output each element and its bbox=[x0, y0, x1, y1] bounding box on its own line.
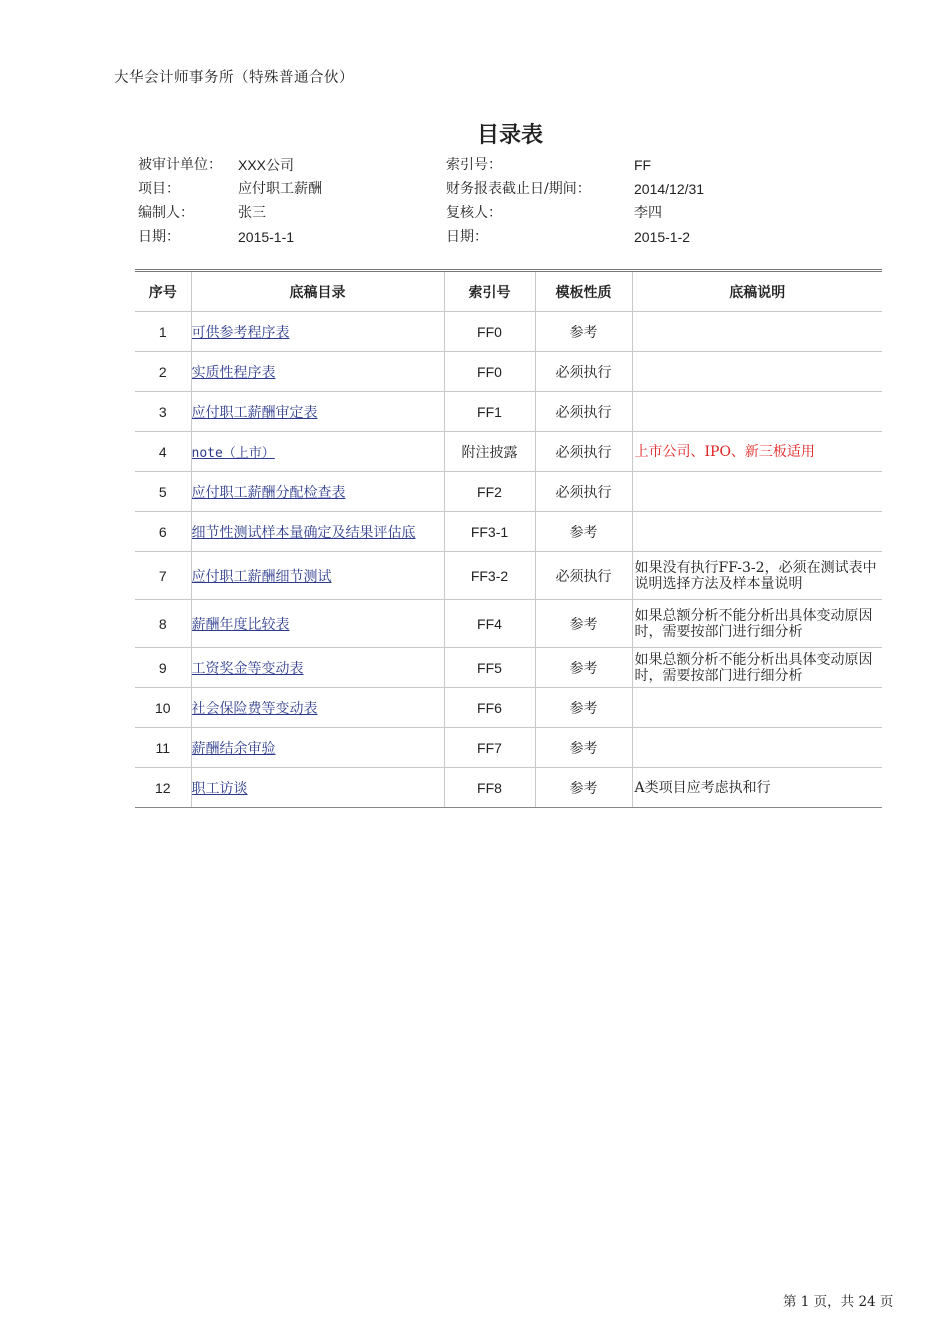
row-note bbox=[632, 688, 882, 728]
table-row bbox=[135, 392, 882, 432]
row-nature: 参考 bbox=[535, 600, 632, 648]
table-row bbox=[135, 768, 882, 808]
period-label: 财务报表截止日/期间： bbox=[446, 181, 591, 197]
workpaper-link[interactable]: 薪酬年度比较表 bbox=[191, 616, 290, 633]
workpaper-link[interactable]: 应付职工薪酬细节测试 bbox=[191, 568, 332, 585]
row-note: 上市公司、IPO、新三板适用 bbox=[632, 432, 882, 472]
row-index: FF3-2 bbox=[444, 552, 535, 600]
row-nature: 参考 bbox=[535, 728, 632, 768]
reviewer-label: 复核人： bbox=[446, 205, 502, 221]
page-title: 目录表 bbox=[476, 123, 543, 148]
date2-value: 2015-1-2 bbox=[634, 229, 691, 245]
row-nature: 必须执行 bbox=[535, 552, 632, 600]
row-no: 8 bbox=[135, 600, 191, 648]
workpaper-link[interactable]: 应付职工薪酬审定表 bbox=[191, 404, 318, 421]
table-row bbox=[135, 648, 882, 688]
preparer-value: 张三 bbox=[238, 205, 266, 221]
row-nature: 参考 bbox=[535, 312, 632, 352]
row-index: FF4 bbox=[444, 600, 535, 648]
row-note: 如果没有执行FF-3-2，必须在测试表中说明选择方法及样本量说明 bbox=[632, 552, 882, 600]
meta-labels-left bbox=[138, 153, 222, 249]
row-note: A类项目应考虑执和行 bbox=[632, 768, 882, 808]
table-row bbox=[135, 432, 882, 472]
row-nature: 必须执行 bbox=[535, 472, 632, 512]
date1-value: 2015-1-1 bbox=[238, 229, 295, 245]
date2-label: 日期： bbox=[446, 229, 488, 245]
row-no: 11 bbox=[135, 728, 191, 768]
workpaper-link[interactable]: 实质性程序表 bbox=[191, 364, 276, 381]
table-row bbox=[135, 552, 882, 600]
row-no: 9 bbox=[135, 648, 191, 688]
project-label: 项目： bbox=[138, 181, 180, 197]
row-index: FF7 bbox=[444, 728, 535, 768]
table-row bbox=[135, 312, 882, 352]
reviewer-value: 李四 bbox=[634, 205, 662, 221]
date1-label: 日期： bbox=[138, 229, 180, 245]
table-header-row bbox=[135, 272, 882, 312]
row-index: FF0 bbox=[444, 352, 535, 392]
row-note: 如果总额分析不能分析出具体变动原因时，需要按部门进行细分析 bbox=[632, 600, 882, 648]
row-note bbox=[632, 352, 882, 392]
row-no: 4 bbox=[135, 432, 191, 472]
header-note: 底稿说明 bbox=[632, 272, 882, 312]
row-index: FF1 bbox=[444, 392, 535, 432]
table-row bbox=[135, 728, 882, 768]
row-note bbox=[632, 472, 882, 512]
workpaper-link[interactable]: 工资奖金等变动表 bbox=[191, 660, 304, 677]
row-no: 5 bbox=[135, 472, 191, 512]
row-note bbox=[632, 728, 882, 768]
row-index: FF5 bbox=[444, 648, 535, 688]
meta-values-right bbox=[634, 153, 704, 249]
header-nature: 模板性质 bbox=[535, 272, 632, 312]
row-note bbox=[632, 512, 882, 552]
row-index: FF0 bbox=[444, 312, 535, 352]
row-no: 6 bbox=[135, 512, 191, 552]
row-index: FF8 bbox=[444, 768, 535, 808]
workpaper-link[interactable]: 应付职工薪酬分配检查表 bbox=[191, 484, 346, 501]
project-value: 应付职工薪酬 bbox=[238, 181, 322, 197]
row-index: FF3-1 bbox=[444, 512, 535, 552]
workpaper-link[interactable]: 可供参考程序表 bbox=[191, 324, 290, 341]
row-index: 附注披露 bbox=[444, 432, 535, 472]
row-note bbox=[632, 392, 882, 432]
catalog-table bbox=[135, 272, 882, 808]
index-value: FF bbox=[634, 157, 652, 173]
row-index: FF6 bbox=[444, 688, 535, 728]
table-row bbox=[135, 472, 882, 512]
table-row bbox=[135, 352, 882, 392]
row-nature: 必须执行 bbox=[535, 392, 632, 432]
workpaper-link[interactable]: 薪酬结余审验 bbox=[191, 740, 276, 757]
audited-unit-value: XXX公司 bbox=[238, 157, 295, 173]
row-no: 3 bbox=[135, 392, 191, 432]
header-name: 底稿目录 bbox=[191, 272, 444, 312]
row-note bbox=[632, 312, 882, 352]
period-value: 2014/12/31 bbox=[634, 181, 705, 197]
row-nature: 必须执行 bbox=[535, 352, 632, 392]
table-row bbox=[135, 600, 882, 648]
table-row bbox=[135, 688, 882, 728]
row-no: 10 bbox=[135, 688, 191, 728]
meta-labels-right bbox=[446, 153, 591, 249]
table-row bbox=[135, 512, 882, 552]
audited-unit-label: 被审计单位： bbox=[138, 157, 222, 173]
meta-values-left bbox=[238, 153, 322, 249]
row-no: 2 bbox=[135, 352, 191, 392]
row-nature: 参考 bbox=[535, 688, 632, 728]
row-nature: 必须执行 bbox=[535, 432, 632, 472]
row-no: 1 bbox=[135, 312, 191, 352]
preparer-label: 编制人： bbox=[138, 205, 194, 221]
workpaper-link[interactable]: note（上市） bbox=[191, 446, 275, 461]
row-nature: 参考 bbox=[535, 768, 632, 808]
workpaper-link[interactable]: 细节性测试样本量确定及结果评估底 bbox=[191, 524, 416, 541]
page-number: 第 1 页，共 24 页 bbox=[783, 1294, 894, 1310]
header-index: 索引号 bbox=[444, 272, 535, 312]
firm-name: 大华会计师事务所（特殊普通合伙） bbox=[114, 70, 354, 86]
header-no: 序号 bbox=[135, 272, 191, 312]
row-index: FF2 bbox=[444, 472, 535, 512]
row-nature: 参考 bbox=[535, 512, 632, 552]
row-no: 7 bbox=[135, 552, 191, 600]
row-no: 12 bbox=[135, 768, 191, 808]
index-label: 索引号： bbox=[446, 157, 502, 173]
workpaper-link[interactable]: 社会保险费等变动表 bbox=[191, 700, 318, 717]
row-nature: 参考 bbox=[535, 648, 632, 688]
row-note: 如果总额分析不能分析出具体变动原因时，需要按部门进行细分析 bbox=[632, 648, 882, 688]
workpaper-link[interactable]: 职工访谈 bbox=[191, 780, 248, 797]
